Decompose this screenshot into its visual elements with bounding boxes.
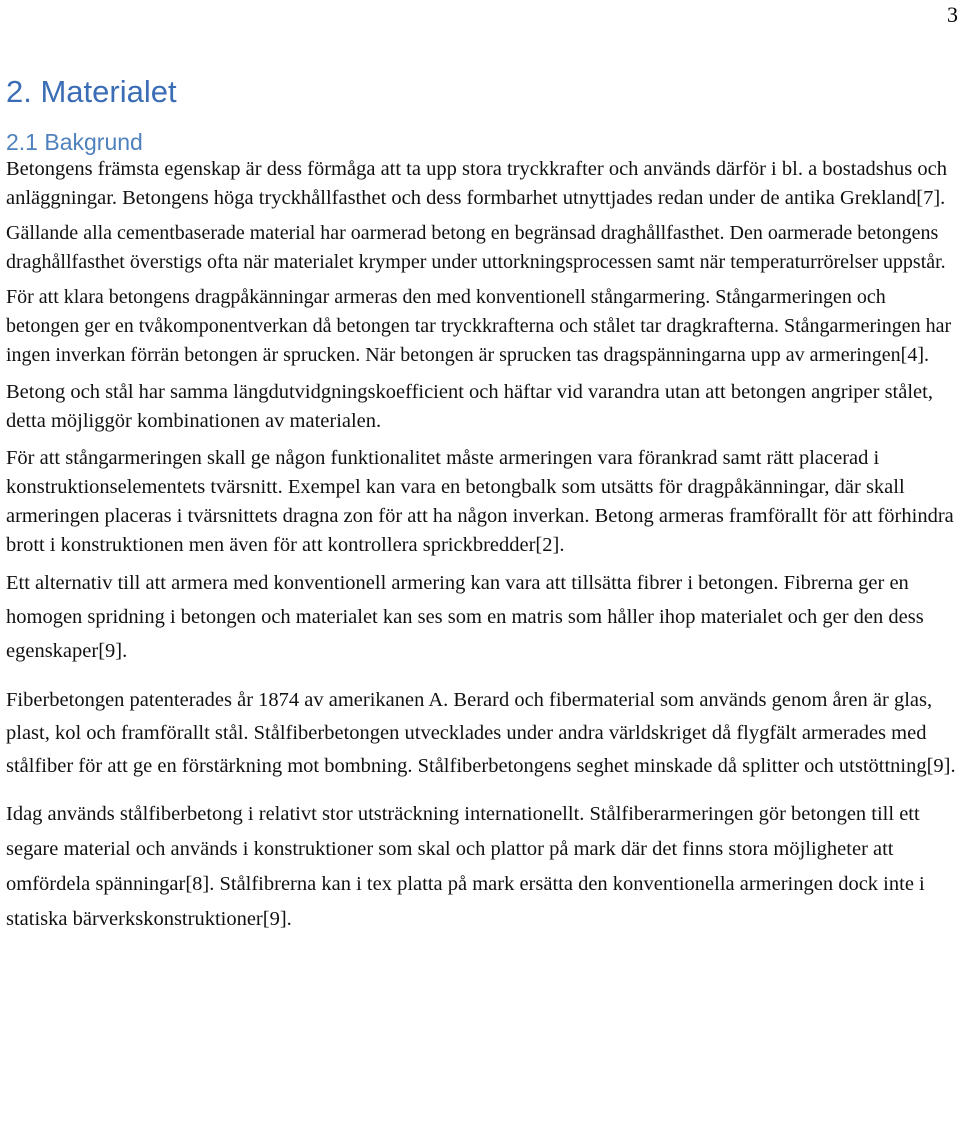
paragraph-fiber-alternative: Ett alternativ till att armera med konventionell armering kan vara att tillsätta fibrer i betongen. Fibrerna ger en homogen spridning i betongen och materialet kan ses som en matris som håller ihop materialet och ger den dess egenskaper[9]. (6, 572, 924, 662)
chapter-heading: 2. Materialet (6, 74, 177, 109)
document-body (6, 72, 958, 937)
paragraph-fiber-history: Fiberbetongen patenterades år 1874 av amerikanen A. Berard och fibermaterial som används genom åren är glas, plast, kol och framförallt stål. Stålfiberbetongen utvecklades under andra världskriget då flygfält armerades med stålfiber för att ge en förstärkning mot bombning. Stålfiberbetongens seghet minskade då splitter och utstöttning[9]. (6, 689, 956, 777)
section-heading: 2.1 Bakgrund (6, 129, 143, 155)
page-number: 3 (947, 2, 958, 27)
paragraph-tensile-strength: Gällande alla cementbaserade material har oarmerad betong en begränsad draghållfasthet. Den oarmerade betongens draghållfasthet överstigs ofta när materialet krymper under uttorkningsprocessen samt när temperaturrörelser uppstår. (6, 222, 946, 273)
paragraph-background: Betongens främsta egenskap är dess förmåga att ta upp stora tryckkrafter och används därför i bl. a bostadshus och anläggningar. Betongens höga tryckhållfasthet och dess formbarhet utnyttjades redan under de antika Grekland[7]. (6, 158, 947, 209)
paragraph-steel-fiber-today: Idag används stålfiberbetong i relativt stor utsträckning internationellt. Stålfiberarmeringen gör betongen till ett segare material och används i konstruktioner som skal och plattor på mark där det finns stora möjligheter att omfördela spänningar[8]. Stålfibrerna kan i tex platta på mark ersätta den konventionella armeringen dock inte i statiska bärverkskonstruktioner[9]. (6, 803, 925, 930)
paragraph-rebar-reinforcement: För att klara betongens dragpåkänningar armeras den med konventionell stångarmering. Stångarmeringen och betongen ger en tvåkomponentverkan då betongen tar tryckkrafterna och stålet tar dragkrafterna. Stångarmeringen har ingen inverkan förrän betongen är sprucken. När betongen är sprucken tas dragspänningarna upp av armeringen[4]. (6, 286, 952, 366)
paragraph-thermal-expansion: Betong och stål har samma längdutvidgningskoefficient och häftar vid varandra utan att betongen angriper stålet, detta möjliggör kombinationen av materialen. (6, 381, 933, 432)
paragraph-rebar-placement: För att stångarmeringen skall ge någon funktionalitet måste armeringen vara förankrad samt rätt placerad i konstruktionselementets tvärsnitt. Exempel kan vara en betongbalk som utsätts för dragpåkänningar, där skall armeringen placeras i tvärsnittets dragna zon för att ha någon inverkan. Betong armeras framförallt för att förhindra brott i konstruktionen men även för att kontrollera sprickbredder[2]. (6, 447, 954, 556)
